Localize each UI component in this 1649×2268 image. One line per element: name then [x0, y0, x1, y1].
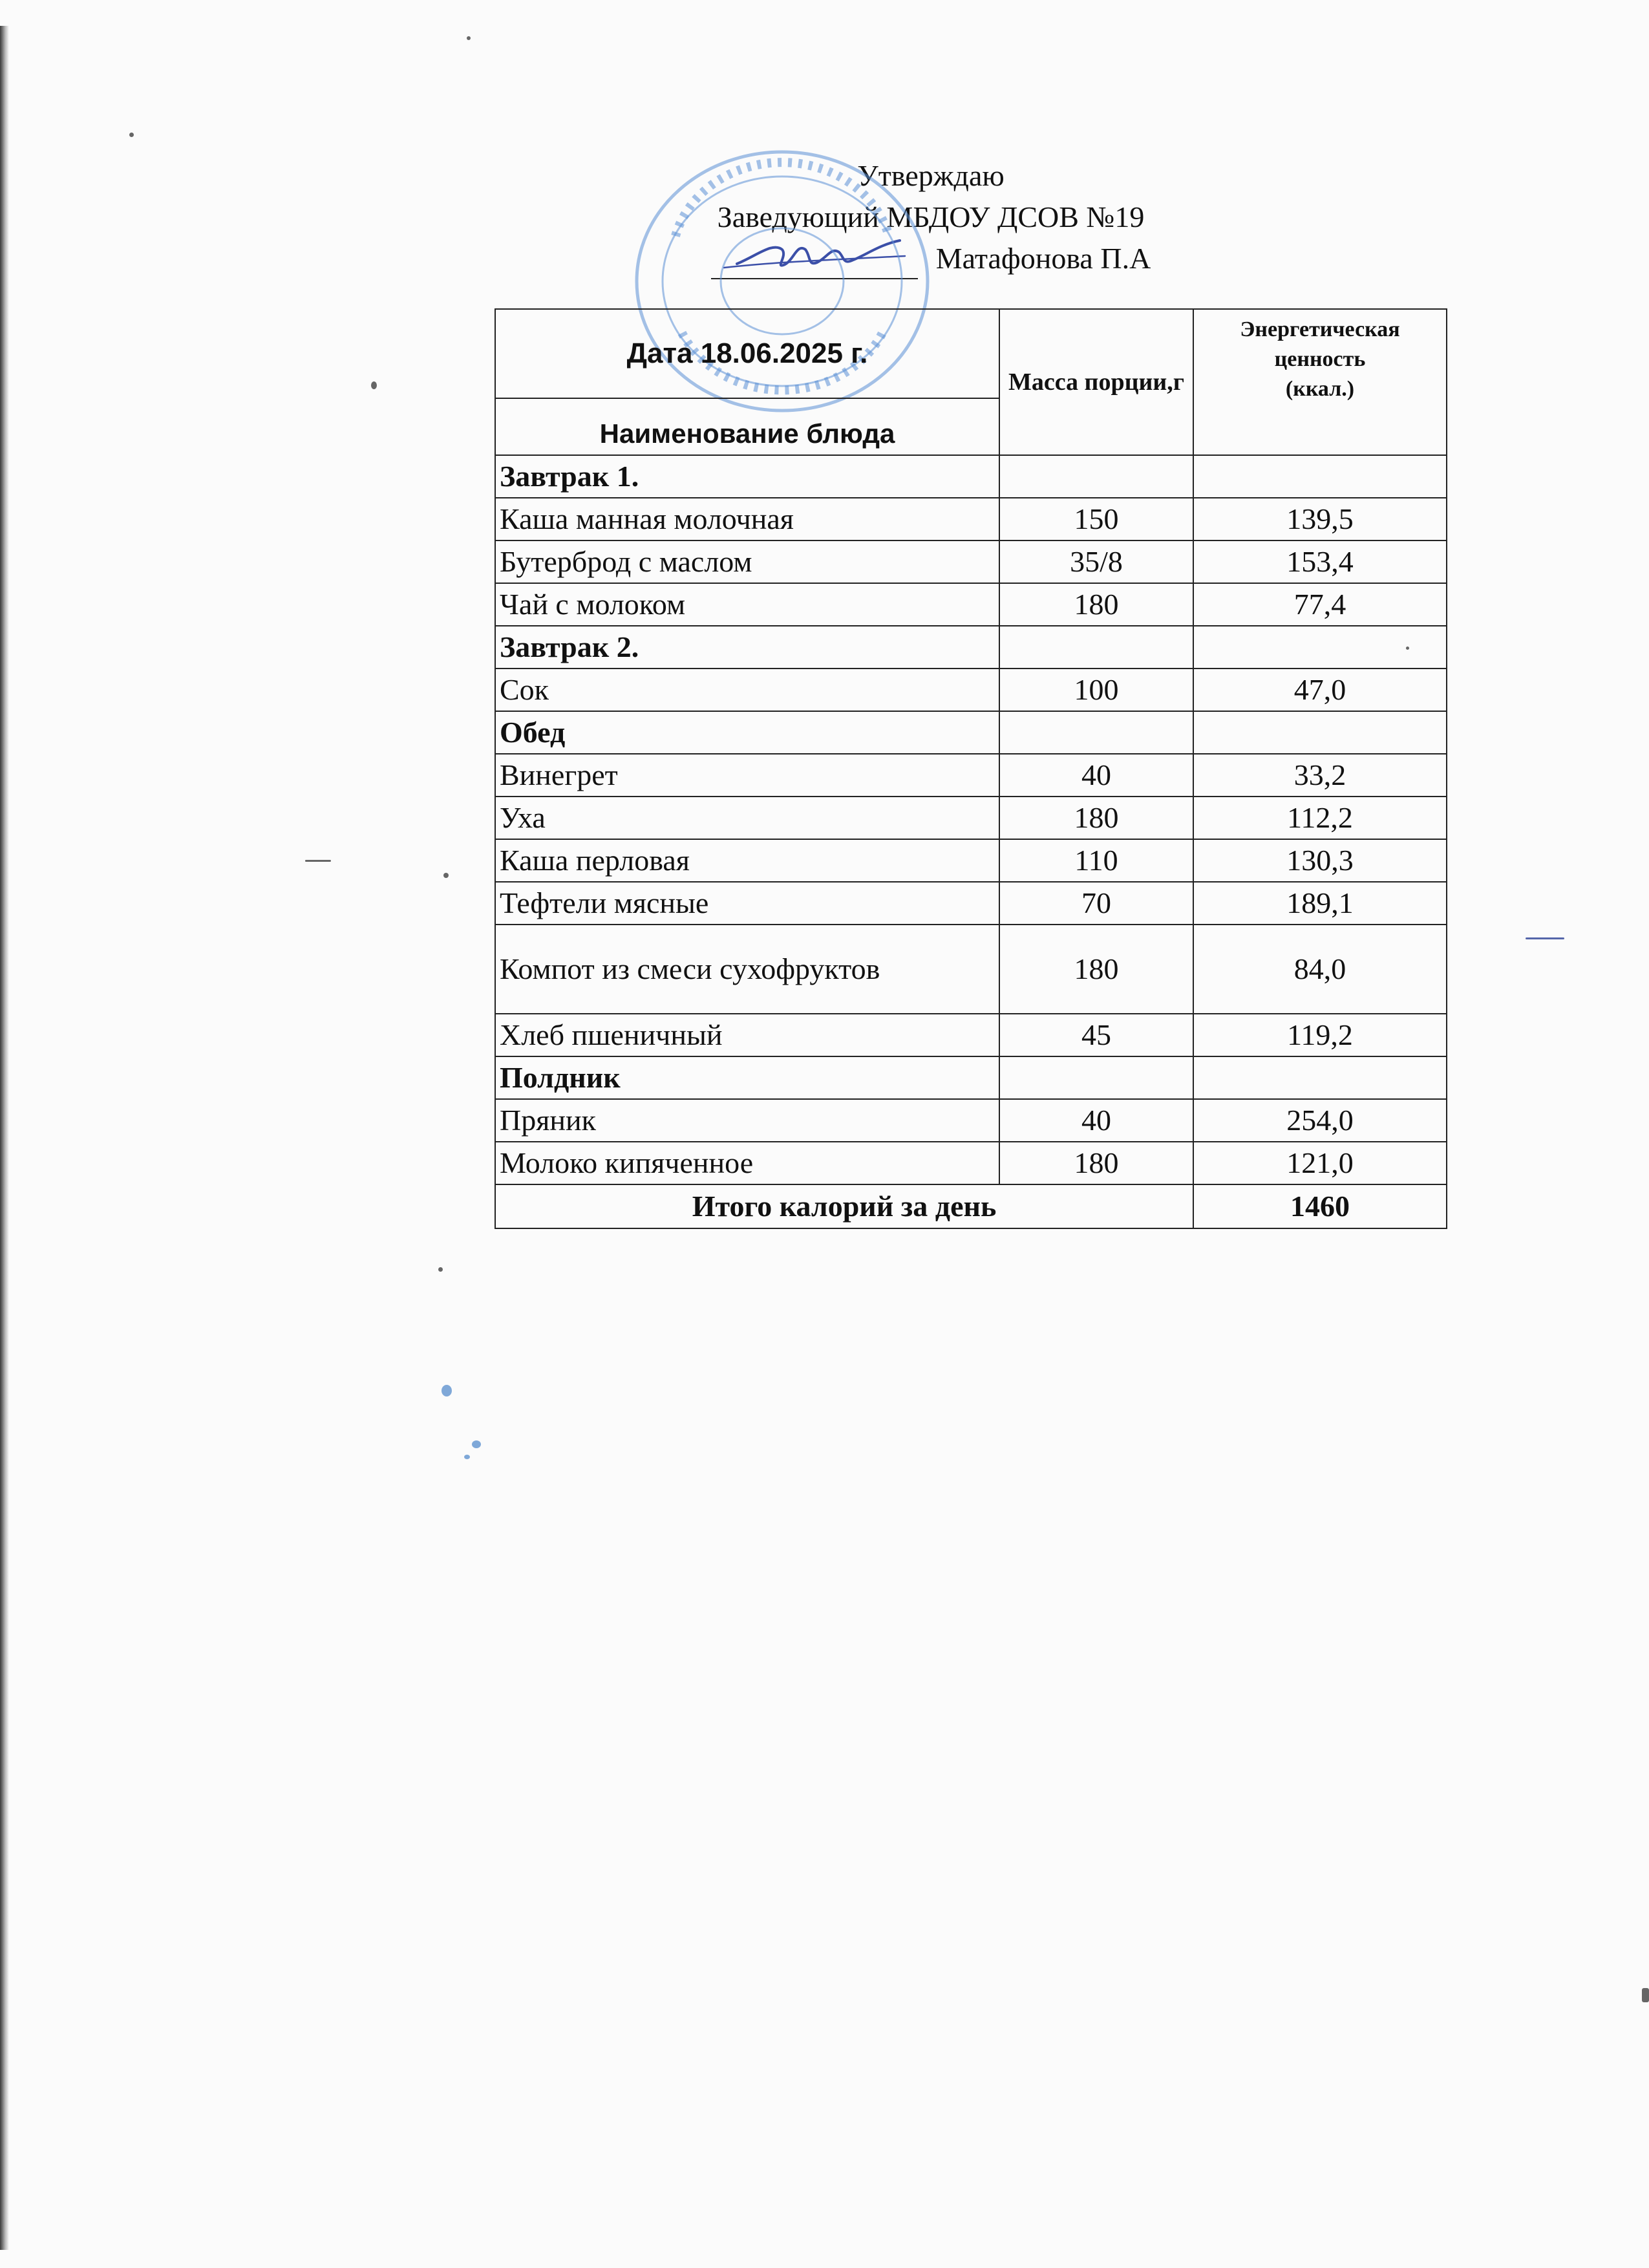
- portion-mass: 40: [999, 1099, 1193, 1142]
- date-header: Дата 18.06.2025 г.: [495, 309, 999, 398]
- energy-header-line: Энергетическая: [1240, 317, 1400, 341]
- energy-header-line: ценность: [1274, 347, 1366, 371]
- dish-name: Чай с молоком: [495, 583, 999, 626]
- signature-icon: [711, 230, 918, 275]
- dish-name: Компот из смеси сухофруктов: [495, 925, 999, 1014]
- approval-title: Утверждаю: [857, 159, 1005, 192]
- approval-position: Заведующий МБДОУ ДСОВ №19: [717, 200, 1145, 233]
- section-row: [495, 626, 1447, 669]
- scan-speck: [1526, 937, 1564, 939]
- energy-value: 254,0: [1193, 1099, 1447, 1142]
- dish-name: Молоко кипяченное: [495, 1142, 999, 1184]
- signatory-name: Матафонова П.А: [935, 242, 1151, 275]
- meal-section-title: Полдник: [495, 1056, 999, 1099]
- portion-mass: 35/8: [999, 540, 1193, 583]
- scan-speck: [438, 1267, 443, 1272]
- energy-header-line: (ккал.): [1285, 377, 1355, 401]
- portion-mass: [999, 626, 1193, 669]
- table-row: [495, 498, 1447, 540]
- energy-value: 77,4: [1193, 583, 1447, 626]
- section-row: [495, 455, 1447, 498]
- table-row: [495, 925, 1447, 1014]
- portion-mass: 180: [999, 1142, 1193, 1184]
- portion-mass: [999, 1056, 1193, 1099]
- dish-name: Винегрет: [495, 754, 999, 797]
- table-row: [495, 797, 1447, 839]
- menu-table: [495, 308, 1447, 1229]
- energy-value: 47,0: [1193, 669, 1447, 711]
- dish-name: Уха: [495, 797, 999, 839]
- portion-mass: 180: [999, 797, 1193, 839]
- portion-mass: 110: [999, 839, 1193, 882]
- table-row: [495, 1099, 1447, 1142]
- meal-section-title: Обед: [495, 711, 999, 754]
- energy-value: 189,1: [1193, 882, 1447, 925]
- portion-mass: 45: [999, 1014, 1193, 1056]
- dish-name: Каша манная молочная: [495, 498, 999, 540]
- total-value: 1460: [1193, 1184, 1447, 1228]
- portion-mass: 180: [999, 925, 1193, 1014]
- energy-header: [1193, 309, 1447, 455]
- approval-block: [569, 155, 1293, 290]
- portion-mass: 150: [999, 498, 1193, 540]
- energy-value: 119,2: [1193, 1014, 1447, 1056]
- energy-value: [1193, 1056, 1447, 1099]
- scan-speck: [305, 860, 331, 862]
- energy-value: 33,2: [1193, 754, 1447, 797]
- energy-value: 153,4: [1193, 540, 1447, 583]
- energy-value: 130,3: [1193, 839, 1447, 882]
- meal-section-title: Завтрак 2.: [495, 626, 999, 669]
- total-label: Итого калорий за день: [495, 1184, 1193, 1228]
- scan-speck: [129, 133, 134, 137]
- scan-speck: [472, 1440, 481, 1448]
- energy-value: [1193, 455, 1447, 498]
- scan-speck: [464, 1455, 470, 1459]
- dish-name: Бутерброд с маслом: [495, 540, 999, 583]
- dish-name: Хлеб пшеничный: [495, 1014, 999, 1056]
- signature-line: [711, 247, 918, 279]
- energy-value: [1193, 711, 1447, 754]
- table-row: [495, 754, 1447, 797]
- table-row: [495, 882, 1447, 925]
- table-row: [495, 1014, 1447, 1056]
- table-row: [495, 540, 1447, 583]
- mass-header-label: Масса порции,г: [1008, 369, 1185, 396]
- section-row: [495, 1056, 1447, 1099]
- scan-speck: [443, 873, 449, 878]
- energy-value: 121,0: [1193, 1142, 1447, 1184]
- energy-value: 112,2: [1193, 797, 1447, 839]
- scan-speck: [442, 1385, 452, 1396]
- table-row: [495, 839, 1447, 882]
- portion-mass: [999, 711, 1193, 754]
- dish-name: Каша перловая: [495, 839, 999, 882]
- scan-speck: [371, 381, 377, 389]
- dish-name-header: Наименование блюда: [495, 398, 999, 455]
- table-row: [495, 583, 1447, 626]
- mass-header: [999, 309, 1193, 455]
- total-row: [495, 1184, 1447, 1228]
- table-header-row: [495, 309, 1447, 398]
- portion-mass: 70: [999, 882, 1193, 925]
- table-row: [495, 669, 1447, 711]
- dish-name: Сок: [495, 669, 999, 711]
- energy-value: 139,5: [1193, 498, 1447, 540]
- energy-value: [1193, 626, 1447, 669]
- energy-value: 84,0: [1193, 925, 1447, 1014]
- scan-speck: [467, 36, 471, 40]
- portion-mass: 180: [999, 583, 1193, 626]
- meal-section-title: Завтрак 1.: [495, 455, 999, 498]
- portion-mass: [999, 455, 1193, 498]
- table-row: [495, 1142, 1447, 1184]
- dish-name: Тефтели мясные: [495, 882, 999, 925]
- section-row: [495, 711, 1447, 754]
- portion-mass: 100: [999, 669, 1193, 711]
- portion-mass: 40: [999, 754, 1193, 797]
- dish-name: Пряник: [495, 1099, 999, 1142]
- scan-speck: [1642, 1988, 1649, 2002]
- scan-edge: [0, 26, 9, 2250]
